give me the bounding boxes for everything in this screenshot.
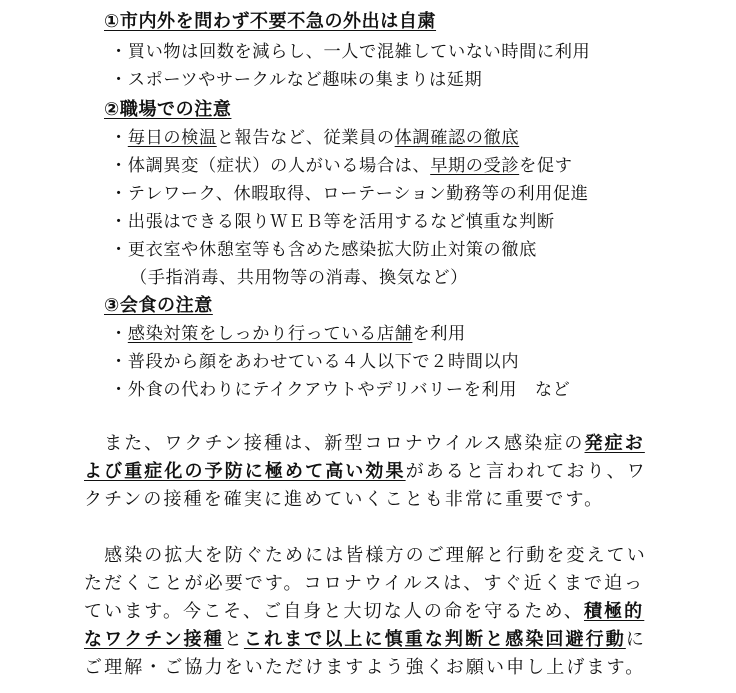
paragraph2-line3-emphasis: 積極的 — [583, 601, 645, 622]
section2-heading — [104, 98, 231, 122]
paragraph1-line-1 — [84, 432, 645, 456]
section3-item-3: ・外食の代わりにテイクアウトやデリバリーを利用 など — [110, 380, 571, 400]
section3-item1-prefix: ・ — [110, 324, 128, 344]
paragraph1-line-3: クチンの接種を確実に進めていくことも非常に重要です。 — [84, 489, 605, 510]
section1-heading-text: ①市内外を問わず不要不急の外出は自粛 — [104, 11, 437, 32]
paragraph2-line-2: ただくことが必要です。コロナウイルスは、すぐ近くまで迫っ — [84, 573, 645, 594]
section2-item1-mid: と報告など、従業員の — [216, 128, 395, 148]
paragraph2-line-4 — [84, 628, 646, 652]
paragraph2-line4-emphasis-1: なワクチン接種 — [84, 629, 224, 650]
paragraph2-line4-emphasis-2: これまで以上に慎重な判断と感染回避行動 — [243, 629, 626, 650]
paragraph2-line4-text-1: と — [223, 629, 244, 650]
paragraph1-line2-text: があると言われており、ワ — [405, 461, 647, 482]
paragraph2-line3-text: ています。今こそ、ご自身と大切な人の命を守るため、 — [84, 601, 584, 622]
paragraph2-line4-text-2: に — [625, 629, 646, 650]
section2-item1-underline-2: 体調確認の徹底 — [394, 128, 520, 148]
paragraph1-line2-emphasis: よび重症化の予防に極めて高い効果 — [84, 461, 406, 482]
section3-item-2: ・普段から顔をあわせている４人以下で２時間以内 — [110, 352, 520, 372]
section2-item2-suffix: を促す — [519, 156, 573, 176]
section3-heading — [104, 294, 213, 318]
paragraph2-line-3 — [84, 600, 644, 624]
paragraph1-line-2 — [84, 460, 647, 484]
section2-item1-underline-1: 毎日の検温 — [127, 128, 217, 148]
section2-item-1 — [110, 126, 519, 150]
section2-item-3: ・テレワーク、休暇取得、ローテーション勤務等の利用促進 — [110, 184, 589, 204]
section2-item-2 — [110, 154, 573, 178]
section1-item-1: ・買い物は回数を減らし、一人で混雑していない時間に利用 — [110, 42, 591, 62]
paragraph1-line1-text: また、ワクチン接種は、新型コロナウイルス感染症の — [84, 433, 585, 454]
section3-item1-suffix: を利用 — [412, 324, 466, 344]
section1-heading — [104, 10, 436, 34]
paragraph1-line1-emphasis: 発症お — [584, 433, 645, 454]
section3-item1-underline: 感染対策をしっかり行っている店舗 — [127, 324, 413, 344]
paragraph2-line-5: ご理解・ご協力をいただけますよう強くお願い申し上げます。 — [84, 657, 646, 678]
section2-item-5-note: （手指消毒、共用物等の消毒、換気など） — [130, 268, 468, 288]
section1-item-2: ・スポーツやサークルなど趣味の集まりは延期 — [110, 70, 483, 90]
paragraph2-line-1: 感染の拡大を防ぐためには皆様方のご理解と行動を変えてい — [84, 545, 647, 566]
section2-item-4: ・出張はできる限りＷＥＢ等を活用するなど慎重な判断 — [110, 212, 555, 232]
section2-item2-prefix: ・体調異変（症状）の人がいる場合は、 — [110, 156, 431, 176]
section2-item1-prefix: ・ — [110, 128, 128, 148]
section3-heading-text: ③会食の注意 — [104, 295, 213, 316]
section2-heading-text: ②職場での注意 — [104, 99, 232, 120]
section2-item2-underline: 早期の受診 — [430, 156, 520, 176]
section3-item-1 — [110, 322, 466, 346]
section2-item-5: ・更衣室や休憩室等も含めた感染拡大防止対策の徹底 — [110, 240, 537, 260]
